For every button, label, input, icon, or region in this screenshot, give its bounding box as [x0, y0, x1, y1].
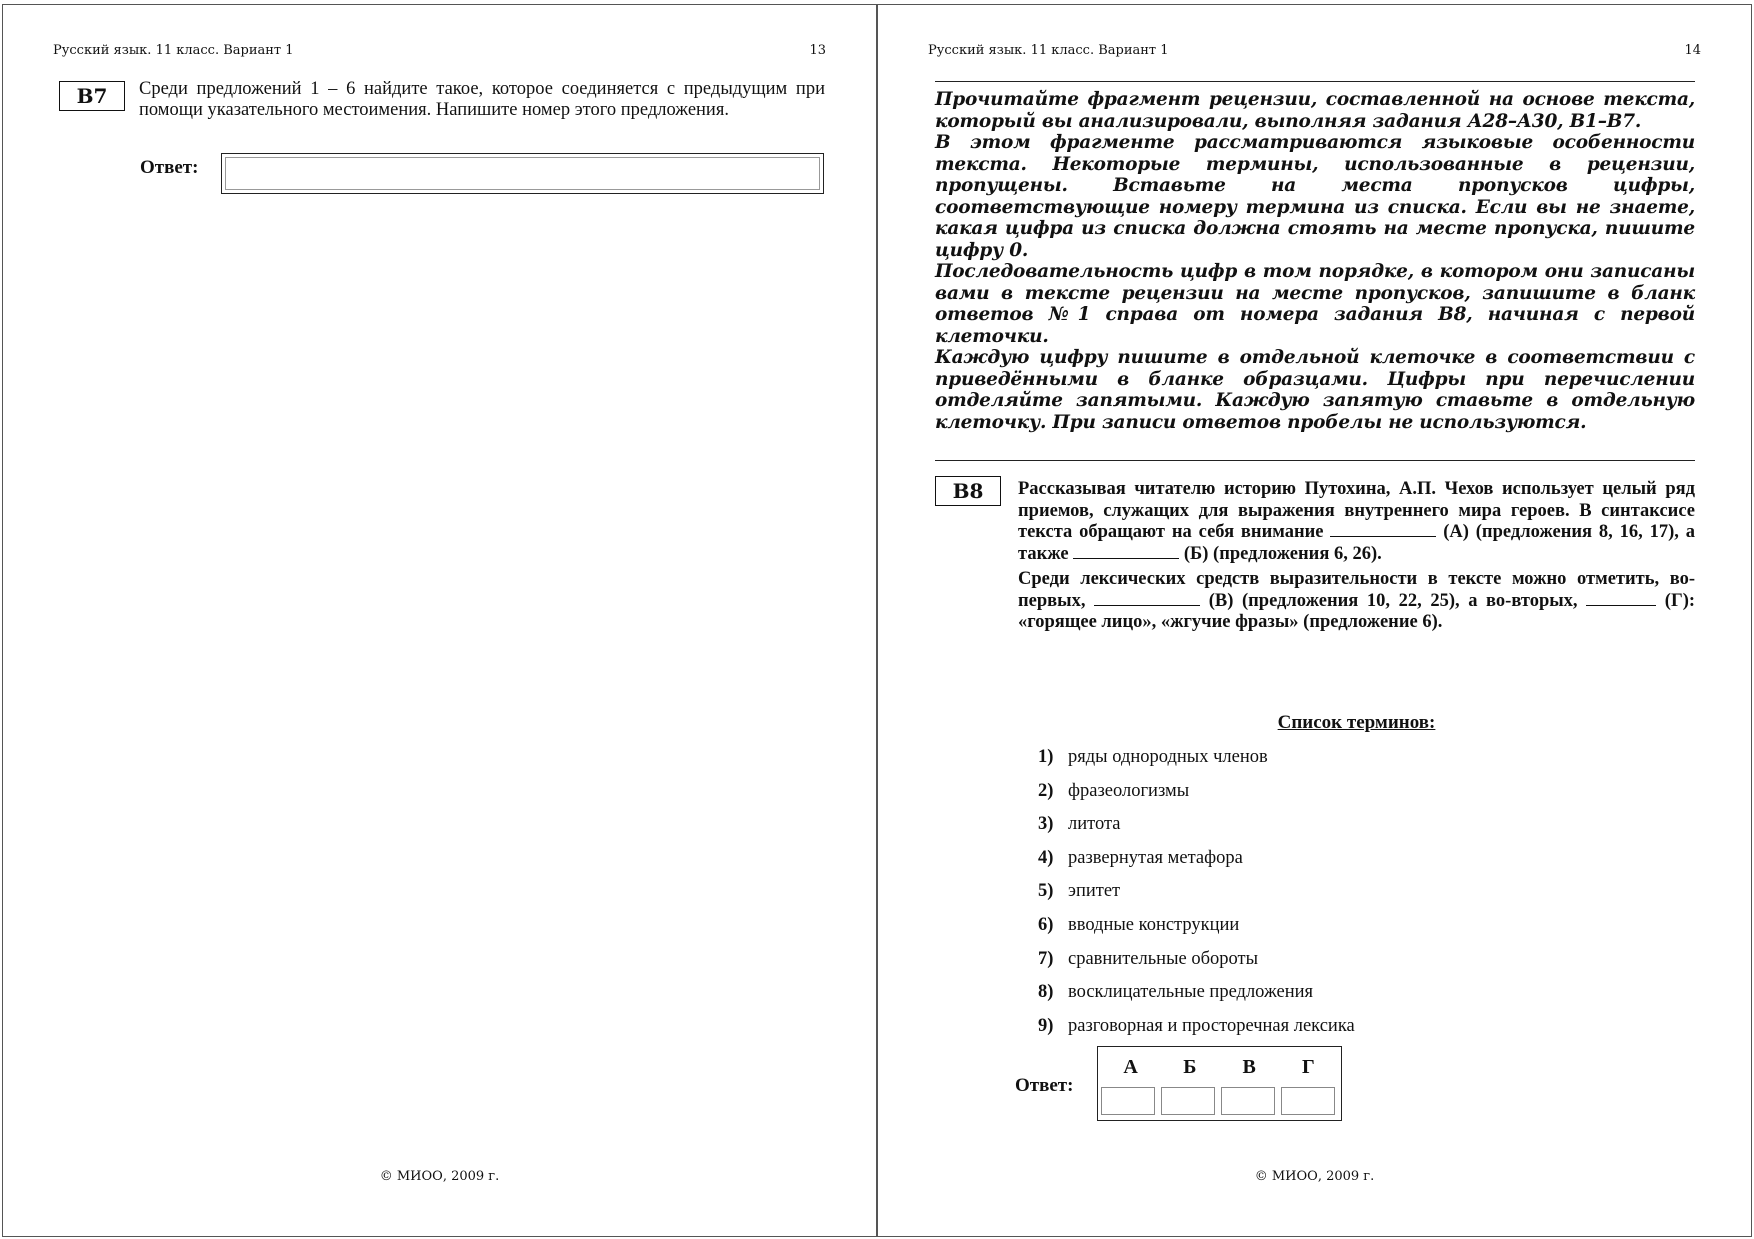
task-text-b7: Среди предложений 1 – 6 найдите такое, которое соединяется с предыдущим при помощи указательного местоимения. Напишите номер этого предложения. — [139, 79, 825, 120]
answer-grid-headers — [1101, 1050, 1338, 1084]
answer-column-g: Г — [1302, 1056, 1315, 1078]
term-text: эпитет — [1068, 881, 1121, 902]
text-fragment: (Б) (предложения 6, 26). — [1183, 543, 1382, 564]
term-number: 2) — [1038, 780, 1054, 801]
term-number: 3) — [1038, 814, 1054, 835]
term-number: 4) — [1038, 847, 1054, 868]
list-item — [1038, 1014, 1355, 1048]
blank-b — [1073, 545, 1179, 559]
divider — [935, 460, 1695, 461]
answer-grid-cells — [1101, 1087, 1338, 1115]
task-label-b8: B8 — [935, 476, 1001, 506]
text-fragment: (В) (предложения 10, 22, 25), а во-вторых, — [1208, 590, 1578, 611]
running-title: Русский язык. 11 класс. Вариант 1 — [928, 43, 1169, 58]
list-item — [1038, 947, 1355, 981]
terms-list — [1038, 745, 1355, 1047]
answer-grid-b8 — [1097, 1046, 1342, 1121]
blank-a — [1330, 523, 1436, 537]
answer-column-b: Б — [1183, 1056, 1197, 1078]
instruction-paragraph: В этом фрагменте рассматриваются языковые особенности текста. Некоторые термины, использованные в рецензии, пропущены. Вставьте на места пропусков цифры, соответствующие номеру термина из списка. Если вы не знаете, какая цифра из списка должна стоять на месте пропуска, пишите цифру 0. — [935, 132, 1695, 261]
term-number: 9) — [1038, 1015, 1054, 1036]
instructions-block — [935, 89, 1695, 433]
text-fragment: Рассказывая читателю историю Путохина, А.П. Чехов использует целый ряд приемов, служащих для выражения внутреннего мира героев. В синтаксисе текста обращают на себя внимание — [1018, 479, 1695, 542]
term-text: сравнительные обороты — [1068, 948, 1259, 969]
term-text: ряды однородных членов — [1068, 747, 1268, 767]
term-number: 8) — [1038, 982, 1054, 1003]
term-number: 5) — [1038, 881, 1054, 902]
answer-column-v: В — [1242, 1056, 1256, 1078]
divider — [935, 81, 1695, 82]
answer-field-inner — [225, 157, 820, 190]
instruction-paragraph: Последовательность цифр в том порядке, в котором они записаны вами в тексте рецензии на месте пропусков, запишите в бланк ответов №1 справа от номера задания В8, начиная с первой клеточки. — [935, 261, 1695, 347]
task-label-b7: B7 — [59, 81, 125, 111]
term-number: 6) — [1038, 914, 1054, 935]
list-item — [1038, 846, 1355, 880]
page-footer: © МИОО, 2009 г. — [1254, 1169, 1375, 1184]
answer-column-a: А — [1123, 1056, 1138, 1078]
left-page — [2, 4, 877, 1237]
term-text: развернутая метафора — [1068, 847, 1243, 868]
list-item — [1038, 879, 1355, 913]
answer-cell-a[interactable] — [1101, 1087, 1155, 1115]
blank-v — [1094, 592, 1200, 606]
list-item — [1038, 745, 1355, 779]
answer-label: Ответ: — [1015, 1075, 1074, 1096]
task-text-b8 — [1018, 479, 1695, 638]
text-fragment: (А) (предложения 8, 16, 17), а также — [1018, 522, 1696, 564]
answer-field-b7[interactable] — [221, 153, 824, 194]
term-text: восклицательные предложения — [1068, 982, 1314, 1003]
answer-label: Ответ: — [140, 157, 199, 178]
list-item — [1038, 980, 1355, 1014]
running-title: Русский язык. 11 класс. Вариант 1 — [53, 43, 294, 58]
task-paragraph — [1018, 569, 1695, 634]
term-text: разговорная и просторечная лексика — [1068, 1015, 1355, 1036]
text-fragment: (Г): «горящее лицо», «жгучие фразы» (предложение 6). — [1018, 590, 1696, 632]
right-page — [877, 4, 1752, 1237]
list-item — [1038, 812, 1355, 846]
task-paragraph — [1018, 479, 1695, 565]
page-number: 13 — [809, 43, 826, 58]
blank-g — [1586, 592, 1656, 606]
list-item — [1038, 913, 1355, 947]
instruction-paragraph: Прочитайте фрагмент рецензии, составленной на основе текста, который вы анализировали, выполняя задания А28–А30, В1–В7. — [935, 89, 1695, 132]
answer-cell-v[interactable] — [1221, 1087, 1275, 1115]
text-fragment: Среди лексических средств выразительности в тексте можно отметить, во-первых, — [1018, 569, 1695, 611]
terms-heading: Список терминов: — [1277, 712, 1436, 733]
term-text: вводные конструкции — [1068, 914, 1240, 935]
page-number: 14 — [1684, 43, 1701, 58]
term-number: 1) — [1038, 747, 1054, 767]
instruction-paragraph: Каждую цифру пишите в отдельной клеточке в соответствии с приведёнными в бланке образцами. Цифры при перечислении отделяйте запятыми. Каждую запятую ставьте в отдельную клеточку. При записи ответов пробелы не используются. — [935, 347, 1695, 433]
page-footer: © МИОО, 2009 г. — [379, 1169, 500, 1184]
answer-cell-g[interactable] — [1281, 1087, 1335, 1115]
term-number: 7) — [1038, 948, 1054, 969]
list-item — [1038, 779, 1355, 813]
term-text: литота — [1068, 814, 1121, 835]
term-text: фразеологизмы — [1068, 780, 1190, 801]
answer-cell-b[interactable] — [1161, 1087, 1215, 1115]
